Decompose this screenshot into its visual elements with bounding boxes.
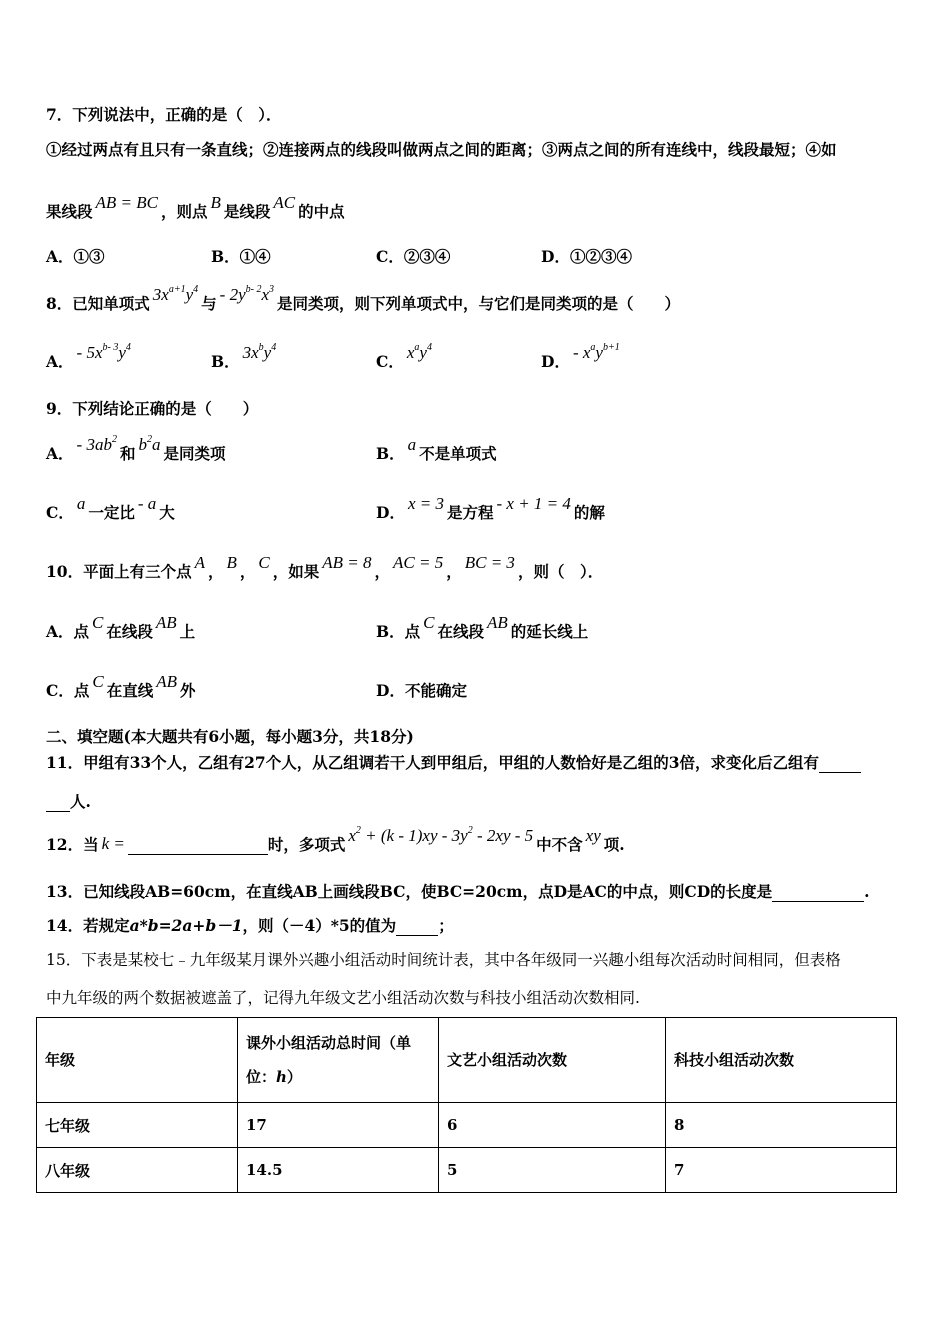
q11-blank[interactable] (46, 792, 70, 812)
q10-option-c[interactable]: C．点 C 在直线 AB 外 (46, 672, 196, 700)
q9-stem: 9．下列结论正确的是（ ） (46, 399, 259, 418)
q8-option-a[interactable]: A． - $5x^{b- 3}y^4$ (46, 342, 131, 371)
header-tech-count: 科技小组活动次数 (666, 1018, 897, 1103)
q7-text-b: ，则点 (160, 202, 208, 221)
q14: 14．若规定a*b=2a+b－1，则（－4）*5的值为 ； (46, 916, 454, 935)
q13-blank[interactable] (772, 882, 864, 902)
header-total-time: 课外小组活动总时间（单 位：h） (238, 1018, 439, 1103)
q7-text-c: 是线段 (223, 202, 271, 221)
q10-option-b[interactable]: B．点 C 在线段 AB 的延长线上 (376, 613, 589, 641)
q9-option-d[interactable]: D． x = 3 是方程 - x + 1 = 4 的解 (376, 494, 605, 522)
q14-blank[interactable] (396, 916, 438, 936)
q13: 13．已知线段AB=60cm，在直线AB上画线段BC，使BC=20cm，点D是AC的中点，则CD的长度是 . (46, 882, 870, 901)
q7-math-ac: AC (273, 193, 296, 212)
q15-line2: 中九年级的两个数据被遮盖了，记得九年级文艺小组活动次数与科技小组活动次数相同. (46, 989, 640, 1007)
header-art-count: 文艺小组活动次数 (439, 1018, 666, 1103)
q7-statement-4 (46, 193, 345, 222)
q7-option-c[interactable]: C．②③④ (376, 247, 451, 266)
q9-option-a[interactable]: A． - $3ab^2$和 $b^2a$ 是同类项 (46, 434, 226, 463)
activity-table (36, 1017, 897, 1193)
q7-option-b[interactable]: B．①④ (211, 247, 271, 266)
section-heading: 二、填空题(本大题共有6小题，每小题3分，共18分) (46, 727, 414, 746)
q12-polynomial: $x^2 + (k - 1)xy - 3y^2 - 2xy - 5$ (348, 825, 534, 845)
q11-line1: 11．甲组有33个人，乙组有27个人，从乙组调若干人到甲组后，甲组的人数恰好是乙组的3倍，求变化后乙组有 (46, 751, 861, 773)
q8-option-b[interactable]: B． $3x^by^4$ (211, 342, 277, 371)
q7-math-b: B (210, 193, 221, 212)
table-header-row (37, 1018, 897, 1103)
q8-option-d[interactable]: D． - $x^ay^{b+1}$ (541, 342, 620, 371)
q7-option-d[interactable]: D．①②③④ (541, 247, 632, 266)
q9-option-b[interactable]: B． a 不是单项式 (376, 435, 497, 463)
q7-text-d: 的中点 (298, 202, 345, 221)
q7-option-a[interactable]: A．①③ (46, 247, 105, 266)
q10-option-a[interactable]: A．点 C 在线段 AB 上 (46, 613, 196, 641)
q12-blank[interactable] (128, 835, 268, 855)
q7-statements: ①经过两点有且只有一条直线；②连接两点的线段叫做两点之间的距离；③两点之间的所有连线中，线段最短；④如 (46, 140, 837, 159)
q8-stem (46, 284, 681, 314)
q8-monomial-1: $3x^{a+1}y^4$ (152, 284, 199, 304)
header-grade: 年级 (37, 1018, 238, 1103)
q9-option-c[interactable]: C． a 一定比 - a 大 (46, 494, 175, 522)
q8-monomial-2: - $2y^{b- 2}x^3$ (219, 284, 275, 304)
q12: 12．当 k = 时，多项式 $x^2 + (k - 1)xy - 3y^2 - 2xy - 5$ 中不含 xy 项. (46, 825, 625, 854)
q7-text-a: 果线段 (46, 202, 93, 221)
q8-text-c: 是同类项，则下列单项式中，与它们是同类项的是（ ） (277, 294, 681, 313)
q10-stem: 10．平面上有三个点 A ， B ， C ，如果 AB = 8 ， AC = 5 ， BC = 3 ，则（ ）． (46, 553, 604, 581)
q11-line2: 人. (46, 790, 91, 812)
q8-text-a: 8．已知单项式 (46, 294, 150, 313)
table-row: 七年级 17 6 8 (37, 1103, 897, 1148)
q10-option-d[interactable]: D．不能确定 (376, 681, 467, 700)
q8-option-c[interactable]: C． $x^ay^4$ (376, 342, 432, 371)
table-row: 八年级 14.5 5 7 (37, 1148, 897, 1193)
q15-line1: 15．下表是某校七﹣九年级某月课外兴趣小组活动时间统计表，其中各年级同一兴趣小组每次活动时间相同，但表格 (46, 951, 841, 969)
q7-stem: 7．下列说法中，正确的是（ ）． (46, 105, 282, 124)
q7-math-ab-bc: AB = BC (95, 193, 158, 212)
q8-text-b: 与 (201, 294, 217, 313)
